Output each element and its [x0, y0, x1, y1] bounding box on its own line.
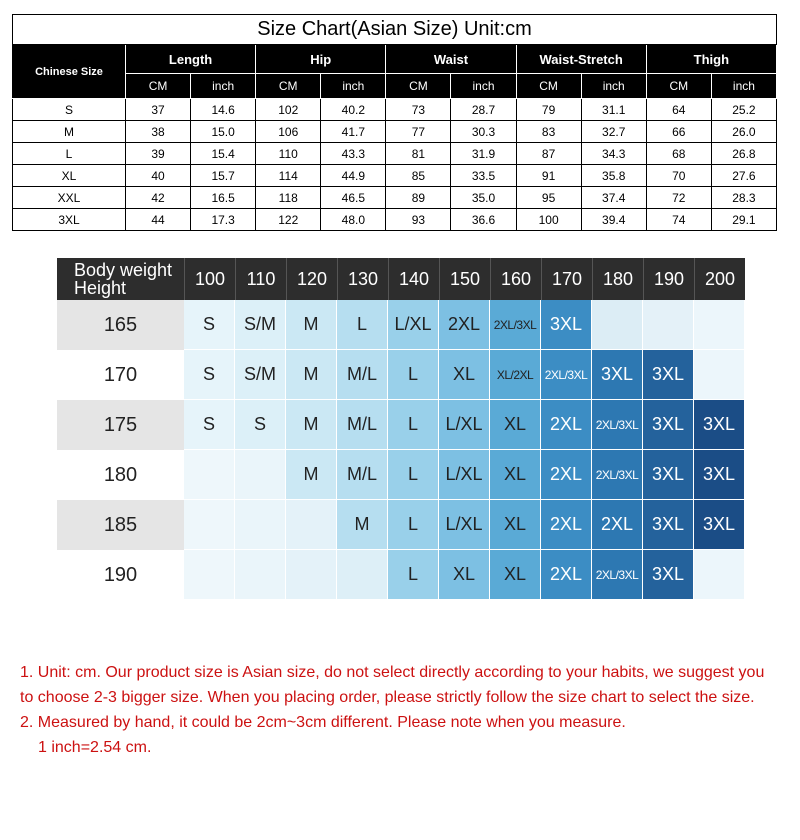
size-cell: 3XL — [13, 209, 126, 231]
size-recommendation-cell — [184, 550, 235, 600]
measurement-cell: 35.8 — [581, 165, 646, 187]
measurement-cell: 40 — [126, 165, 191, 187]
size-recommendation-cell: 2XL — [541, 500, 592, 550]
height-row — [57, 450, 745, 499]
size-recommendation-cell: 3XL — [643, 450, 694, 500]
measurement-cell: 85 — [386, 165, 451, 187]
measurement-cell: 64 — [646, 99, 711, 121]
size-recommendation-cell — [694, 350, 745, 400]
size-chart-title: Size Chart(Asian Size) Unit:cm — [13, 15, 777, 45]
height-label-cell: 175 — [57, 400, 184, 450]
note-1: 1. Unit: cm. Our product size is Asian size, do not select directly according to your habits, we suggest you to choose 2-3 bigger size. When you placing order, please strictly follow the size chart to select the size. — [20, 664, 765, 706]
size-recommendation-cell: 3XL — [694, 400, 745, 450]
size-cell: XXL — [13, 187, 126, 209]
size-recommendation-cell: L — [388, 500, 439, 550]
measurement-cell: 37 — [126, 99, 191, 121]
size-column-header: Chinese Size — [13, 45, 126, 99]
size-cell: M — [13, 121, 126, 143]
size-row — [13, 187, 777, 209]
height-row — [57, 300, 745, 349]
measurement-cell: 33.5 — [451, 165, 516, 187]
unit-inch-header: inch — [451, 74, 516, 99]
size-recommendation-cell — [694, 300, 745, 350]
measurement-cell: 110 — [256, 143, 321, 165]
size-recommendation-cell — [337, 550, 388, 600]
size-recommendation-cell: M — [337, 500, 388, 550]
size-recommendation-cell: 2XL/3XL — [592, 550, 643, 600]
measurement-cell: 44.9 — [321, 165, 386, 187]
unit-cm-header: CM — [126, 74, 191, 99]
measurement-cell: 28.3 — [711, 187, 776, 209]
height-row — [57, 500, 745, 549]
measurement-cell: 81 — [386, 143, 451, 165]
measurement-cell: 29.1 — [711, 209, 776, 231]
size-recommendation-cell: XL — [490, 550, 541, 600]
size-recommendation-cell: XL/2XL — [490, 350, 541, 400]
measurement-cell: 40.2 — [321, 99, 386, 121]
measurement-cell: 79 — [516, 99, 581, 121]
size-recommendation-cell: L — [388, 450, 439, 500]
size-recommendation-cell: 2XL — [541, 400, 592, 450]
measurement-cell: 36.6 — [451, 209, 516, 231]
measurement-cell: 38 — [126, 121, 191, 143]
measurement-cell: 39.4 — [581, 209, 646, 231]
size-recommendation-cell: 2XL — [439, 300, 490, 350]
measurement-cell: 43.3 — [321, 143, 386, 165]
measurement-cell: 93 — [386, 209, 451, 231]
size-recommendation-cell — [184, 450, 235, 500]
size-chart-table — [12, 14, 777, 231]
size-cell: L — [13, 143, 126, 165]
size-cell: XL — [13, 165, 126, 187]
measurement-cell: 32.7 — [581, 121, 646, 143]
weight-header-cell: 170 — [541, 258, 592, 300]
length-header: Length — [126, 45, 256, 74]
measurement-cell: 91 — [516, 165, 581, 187]
size-recommendation-cell — [643, 300, 694, 350]
measurement-cell: 44 — [126, 209, 191, 231]
unit-cm-header: CM — [386, 74, 451, 99]
size-recommendation-cell: M — [286, 400, 337, 450]
measurement-cell: 41.7 — [321, 121, 386, 143]
size-recommendation-cell: M/L — [337, 400, 388, 450]
size-recommendation-cell — [235, 450, 286, 500]
measurement-cell: 70 — [646, 165, 711, 187]
measurement-cell: 66 — [646, 121, 711, 143]
weight-header-cell: 100 — [184, 258, 235, 300]
size-recommendation-cell — [286, 500, 337, 550]
unit-cm-header: CM — [256, 74, 321, 99]
size-recommendation-cell: L/XL — [439, 400, 490, 450]
measurement-cell: 73 — [386, 99, 451, 121]
size-recommendation-cell: L/XL — [439, 500, 490, 550]
height-label-cell: 190 — [57, 550, 184, 600]
size-recommendation-cell: 3XL — [694, 450, 745, 500]
height-label-cell: 170 — [57, 350, 184, 400]
size-recommendation-cell: 2XL — [541, 450, 592, 500]
size-row — [13, 143, 777, 165]
measurement-cell: 77 — [386, 121, 451, 143]
measurement-cell: 46.5 — [321, 187, 386, 209]
unit-inch-header: inch — [581, 74, 646, 99]
weight-header-cell: 180 — [592, 258, 643, 300]
measurement-cell: 72 — [646, 187, 711, 209]
size-recommendation-cell: M — [286, 350, 337, 400]
size-recommendation-cell: S — [184, 300, 235, 350]
size-recommendation-cell: M/L — [337, 450, 388, 500]
hip-header: Hip — [256, 45, 386, 74]
measurement-cell: 34.3 — [581, 143, 646, 165]
weight-header-cell: 130 — [337, 258, 388, 300]
body-weight-label: Body weight — [74, 260, 173, 280]
thigh-header: Thigh — [646, 45, 776, 74]
size-recommendation-cell: S — [184, 350, 235, 400]
size-recommendation-cell — [286, 550, 337, 600]
measurement-cell: 102 — [256, 99, 321, 121]
measurement-cell: 15.4 — [191, 143, 256, 165]
size-recommendation-cell: M — [286, 450, 337, 500]
weight-header-cell: 140 — [388, 258, 439, 300]
measurement-cell: 114 — [256, 165, 321, 187]
measurement-cell: 31.9 — [451, 143, 516, 165]
size-recommendation-cell: 3XL — [694, 500, 745, 550]
size-recommendation-cell: L — [337, 300, 388, 350]
size-recommendation-cell: 3XL — [643, 550, 694, 600]
measurement-cell: 48.0 — [321, 209, 386, 231]
weight-header-cell: 150 — [439, 258, 490, 300]
measurement-cell: 31.1 — [581, 99, 646, 121]
weight-header-row — [57, 258, 745, 300]
weight-header-cell: 120 — [286, 258, 337, 300]
height-row — [57, 350, 745, 399]
height-row — [57, 550, 745, 599]
size-recommendation-cell: 2XL/3XL — [541, 350, 592, 400]
unit-cm-header: CM — [646, 74, 711, 99]
waist-stretch-header: Waist-Stretch — [516, 45, 646, 74]
size-recommendation-cell: XL — [439, 550, 490, 600]
measurement-cell: 95 — [516, 187, 581, 209]
weight-height-grid — [57, 258, 745, 600]
measurement-cell: 87 — [516, 143, 581, 165]
measurement-cell: 27.6 — [711, 165, 776, 187]
unit-inch-header: inch — [321, 74, 386, 99]
unit-inch-header: inch — [711, 74, 776, 99]
weight-header-cell: 110 — [235, 258, 286, 300]
measurement-cell: 15.0 — [191, 121, 256, 143]
size-recommendation-cell: 2XL — [541, 550, 592, 600]
notes — [20, 660, 780, 760]
measurement-cell: 68 — [646, 143, 711, 165]
size-recommendation-cell: L/XL — [439, 450, 490, 500]
measurement-cell: 122 — [256, 209, 321, 231]
size-row — [13, 165, 777, 187]
measurement-cell: 100 — [516, 209, 581, 231]
measurement-cell: 74 — [646, 209, 711, 231]
measurement-cell: 89 — [386, 187, 451, 209]
measurement-cell: 42 — [126, 187, 191, 209]
size-recommendation-cell — [235, 500, 286, 550]
measurement-cell: 35.0 — [451, 187, 516, 209]
unit-inch-header: inch — [191, 74, 256, 99]
measurement-cell: 14.6 — [191, 99, 256, 121]
note-2: 2. Measured by hand, it could be 2cm~3cm different. Please note when you measure. — [20, 714, 626, 731]
height-label-cell: 180 — [57, 450, 184, 500]
size-recommendation-cell: 2XL/3XL — [592, 450, 643, 500]
size-recommendation-cell: XL — [490, 400, 541, 450]
size-recommendation-cell — [694, 550, 745, 600]
size-recommendation-cell: L — [388, 550, 439, 600]
height-row — [57, 400, 745, 449]
weight-header-cell: 160 — [490, 258, 541, 300]
size-recommendation-cell — [184, 500, 235, 550]
measurement-cell: 83 — [516, 121, 581, 143]
size-recommendation-cell: 2XL — [592, 500, 643, 550]
size-recommendation-cell: XL — [439, 350, 490, 400]
size-row — [13, 209, 777, 231]
size-recommendation-cell: L/XL — [388, 300, 439, 350]
size-recommendation-cell: 3XL — [541, 300, 592, 350]
measurement-cell: 28.7 — [451, 99, 516, 121]
size-recommendation-cell: S — [235, 400, 286, 450]
size-recommendation-cell: 3XL — [592, 350, 643, 400]
weight-header-cell: 200 — [694, 258, 745, 300]
measurement-cell: 15.7 — [191, 165, 256, 187]
size-recommendation-cell: 3XL — [643, 400, 694, 450]
size-recommendation-cell: S — [184, 400, 235, 450]
size-recommendation-cell — [592, 300, 643, 350]
size-recommendation-cell: L — [388, 350, 439, 400]
size-recommendation-cell: 2XL/3XL — [592, 400, 643, 450]
size-row — [13, 99, 777, 121]
height-label-cell: 185 — [57, 500, 184, 550]
grid-corner-label — [57, 258, 184, 300]
measurement-cell: 37.4 — [581, 187, 646, 209]
size-recommendation-cell: XL — [490, 450, 541, 500]
measurement-cell: 30.3 — [451, 121, 516, 143]
height-label-cell: 165 — [57, 300, 184, 350]
size-recommendation-cell: L — [388, 400, 439, 450]
measurement-cell: 16.5 — [191, 187, 256, 209]
size-recommendation-cell: M — [286, 300, 337, 350]
measurement-cell: 25.2 — [711, 99, 776, 121]
size-row — [13, 121, 777, 143]
size-recommendation-cell: XL — [490, 500, 541, 550]
size-recommendation-cell: 3XL — [643, 350, 694, 400]
measurement-cell: 26.0 — [711, 121, 776, 143]
measurement-cell: 118 — [256, 187, 321, 209]
note-3: 1 inch=2.54 cm. — [38, 739, 152, 756]
size-recommendation-cell: 2XL/3XL — [490, 300, 541, 350]
measurement-cell: 39 — [126, 143, 191, 165]
size-recommendation-cell — [235, 550, 286, 600]
waist-header: Waist — [386, 45, 516, 74]
size-recommendation-cell: S/M — [235, 300, 286, 350]
height-label: Height — [74, 278, 127, 298]
size-recommendation-cell: S/M — [235, 350, 286, 400]
measurement-cell: 26.8 — [711, 143, 776, 165]
size-cell: S — [13, 99, 126, 121]
size-recommendation-cell: M/L — [337, 350, 388, 400]
weight-header-cell: 190 — [643, 258, 694, 300]
measurement-cell: 106 — [256, 121, 321, 143]
measurement-cell: 17.3 — [191, 209, 256, 231]
unit-cm-header: CM — [516, 74, 581, 99]
size-recommendation-cell: 3XL — [643, 500, 694, 550]
